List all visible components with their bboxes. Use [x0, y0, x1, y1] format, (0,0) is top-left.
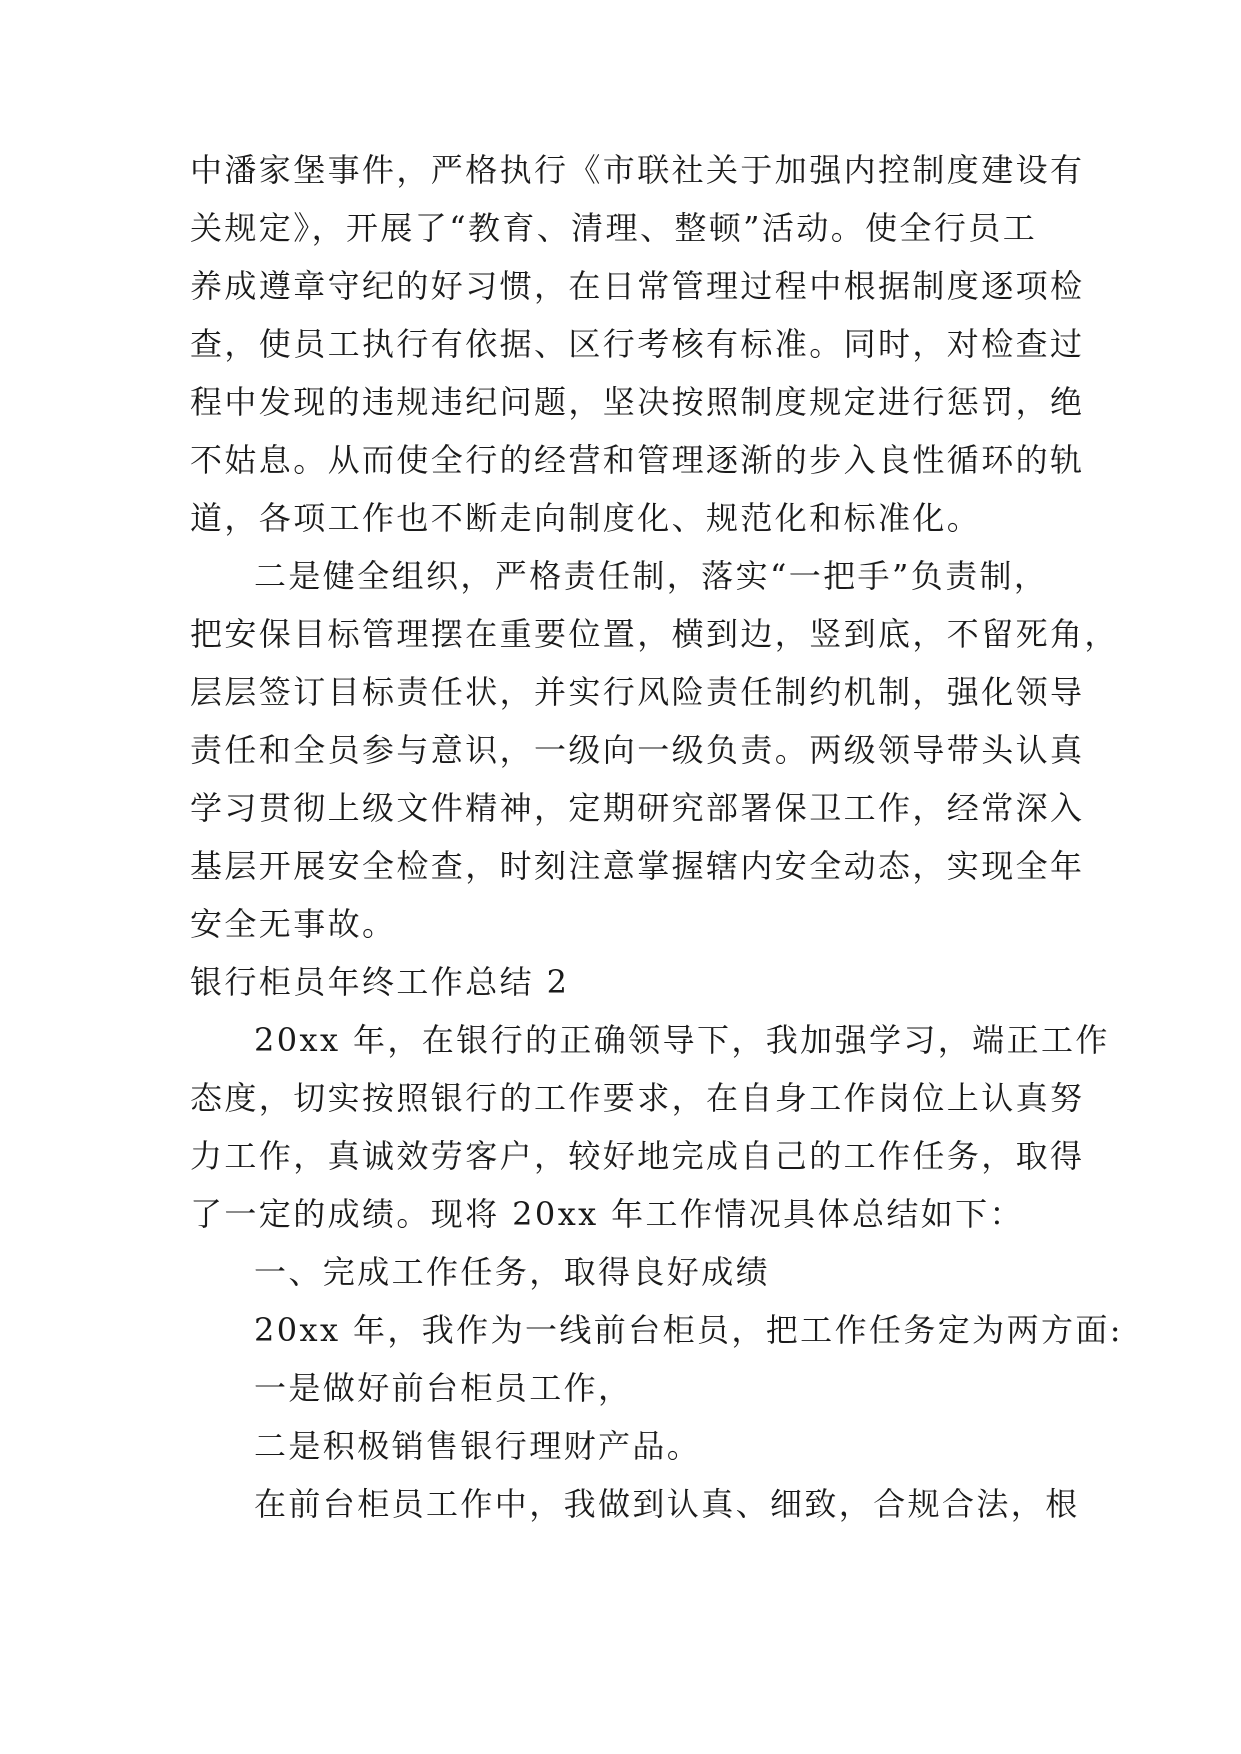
text-line: 学习贯彻上级文件精神，定期研究部署保卫工作，经常深入 [190, 789, 1085, 827]
text-line: 不姑息。从而使全行的经营和管理逐渐的步入良性循环的轨 [190, 441, 1085, 479]
text-line: 程中发现的违规违纪问题，坚决按照制度规定进行惩罚，绝 [190, 383, 1085, 421]
text-line: 责任和全员参与意识，一级向一级负责。两级领导带头认真 [190, 731, 1085, 769]
text-line: 安全无事故。 [190, 905, 397, 943]
text-line: 中潘家堡事件，严格执行《市联社关于加强内控制度建设有 [190, 151, 1085, 189]
paragraph-start: 20xx 年，我作为一线前台柜员，把工作任务定为两方面: [254, 1311, 1123, 1349]
paragraph-start: 二是健全组织，严格责任制，落实“一把手”负责制， [254, 557, 1049, 595]
text-line: 基层开展安全检查，时刻注意掌握辖内安全动态，实现全年 [190, 847, 1085, 885]
text-line: 查，使员工执行有依据、区行考核有标准。同时，对检查过 [190, 325, 1085, 363]
text-line: 了一定的成绩。现将 20xx 年工作情况具体总结如下： [190, 1195, 1024, 1233]
paragraph-start: 20xx 年，在银行的正确领导下，我加强学习，端正工作 [254, 1021, 1110, 1059]
text-line: 道，各项工作也不断走向制度化、规范化和标准化。 [190, 499, 982, 537]
text-line: 把安保目标管理摆在重要位置，横到边，竖到底，不留死角， [190, 615, 1119, 653]
text-line: 层层签订目标责任状，并实行风险责任制约机制，强化领导 [190, 673, 1085, 711]
list-item: 一是做好前台柜员工作， [254, 1369, 633, 1407]
list-item: 二是积极销售银行理财产品。 [254, 1427, 702, 1465]
section-heading: 银行柜员年终工作总结 2 [190, 963, 570, 1001]
text-line: 态度，切实按照银行的工作要求，在自身工作岗位上认真努 [190, 1079, 1085, 1117]
text-line: 力工作，真诚效劳客户，较好地完成自己的工作任务，取得 [190, 1137, 1085, 1175]
text-line: 关规定》，开展了“教育、清理、整顿”活动。使全行员工 [190, 209, 1038, 247]
text-line: 养成遵章守纪的好习惯，在日常管理过程中根据制度逐项检 [190, 267, 1085, 305]
paragraph-start: 在前台柜员工作中，我做到认真、细致，合规合法，根 [254, 1485, 1080, 1523]
subheading: 一、完成工作任务，取得良好成绩 [254, 1253, 771, 1291]
